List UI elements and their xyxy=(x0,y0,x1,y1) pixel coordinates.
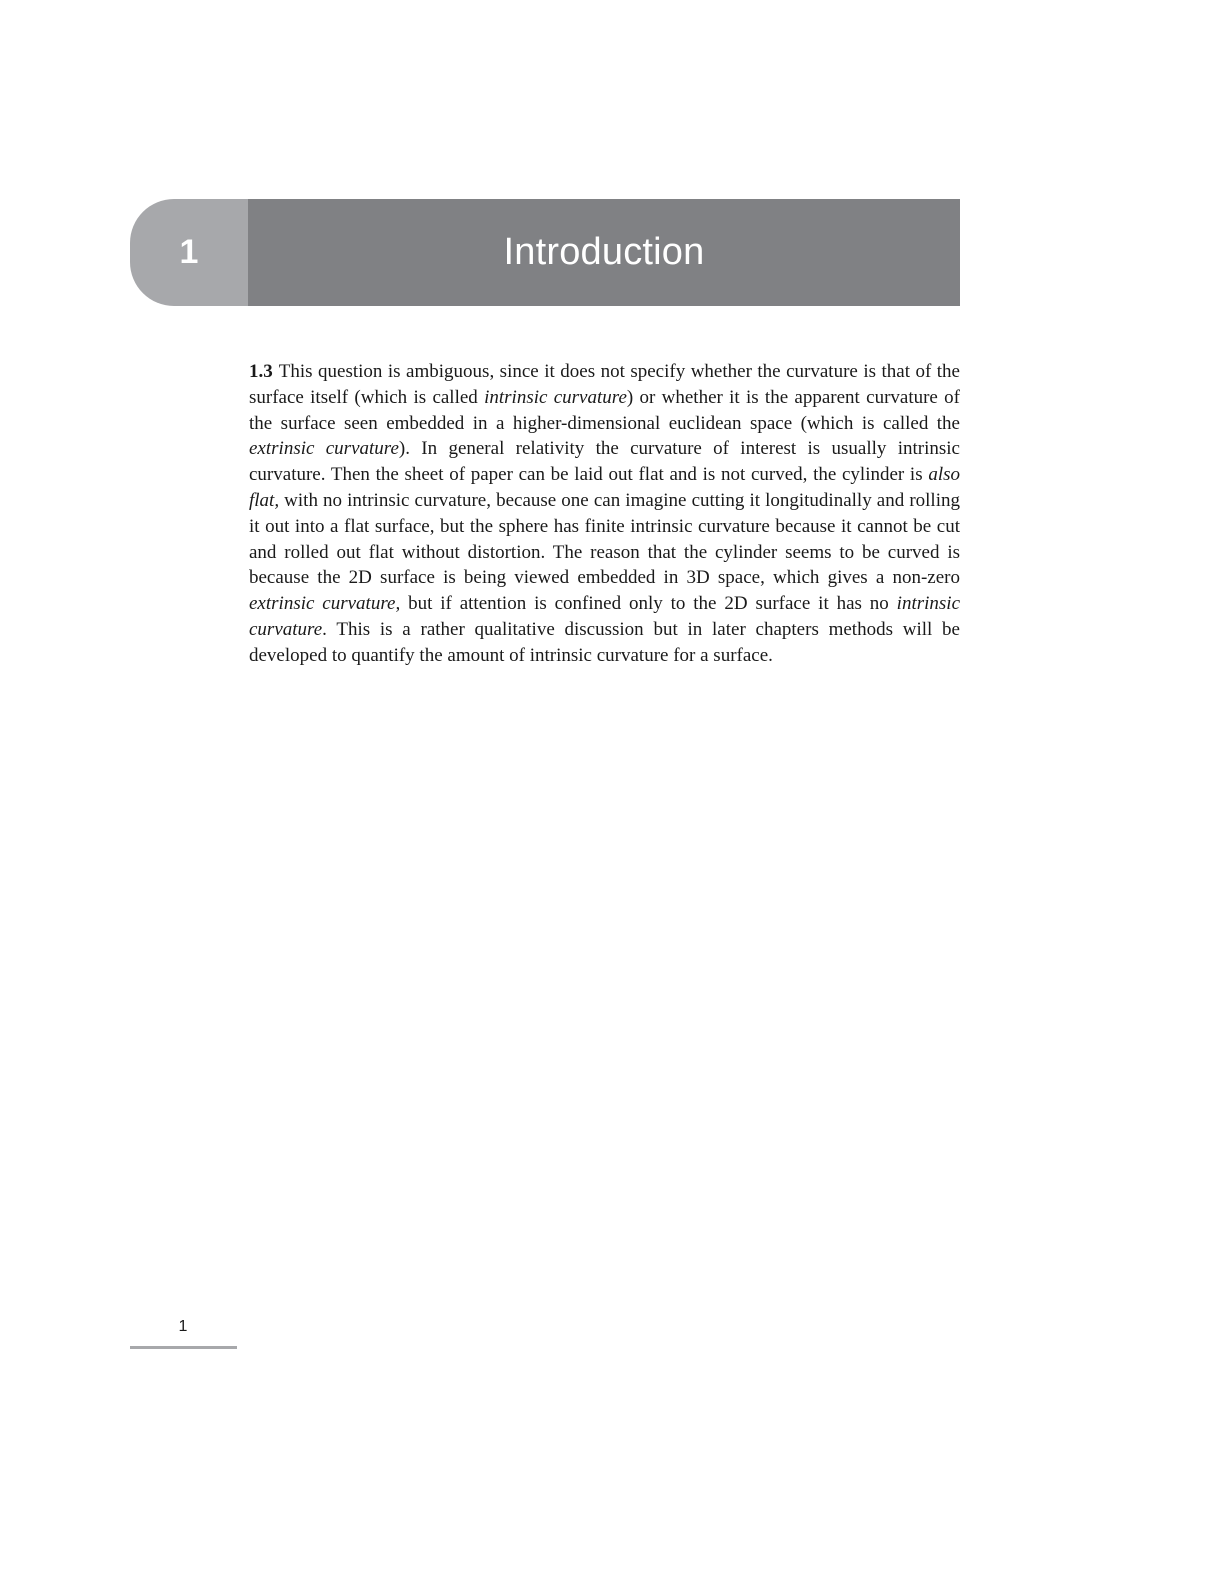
page-rule xyxy=(130,1346,237,1349)
text-segment: but if attention is confined only to the 2D surface it has no xyxy=(400,593,897,615)
text-segment: ). In general relativity the curvature of interest is usually intrinsic curvature. Then the sheet of paper can be laid out flat and is not curved, the cylinder is xyxy=(249,438,960,486)
term-extrinsic-curvature: extrinsic curvature xyxy=(249,438,399,460)
problem-number: 1.3 xyxy=(249,361,273,382)
term-intrinsic-curvature: intrinsic curvature xyxy=(484,386,627,408)
chapter-title: Introduction xyxy=(248,199,960,306)
problem-solution-paragraph xyxy=(249,359,960,669)
text-segment: ) or whether it is the apparent curvature of the surface seen embedded in a higher-dimensional euclidean space (which is called the xyxy=(249,386,960,434)
text-segment: . This is a rather qualitative discussion but in later chapters methods will be developed to quantify the amount of intrinsic curvature for a surface. xyxy=(249,618,960,666)
chapter-number: 1 xyxy=(130,199,248,306)
term-intrinsic-curvature: intrinsic curvature xyxy=(249,593,961,640)
page-number: 1 xyxy=(178,1318,188,1335)
chapter-header xyxy=(130,199,960,306)
text-segment: This question is ambiguous, since it does not specify whether the curvature is that of the surface itself (which is called xyxy=(249,361,960,408)
term-also-flat: also flat, xyxy=(249,464,960,511)
text-segment: with no intrinsic curvature, because one can imagine cutting it longitudinally and rolling it out into a flat surface, but the sphere has finite intrinsic curvature because it cannot be cut and rolled out flat without distortion. The reason that the cylinder seems to be curved is because the 2D surface is being viewed embedded in 3D space, which gives a non-zero xyxy=(249,489,960,589)
term-extrinsic-curvature: extrinsic curvature, xyxy=(249,593,401,615)
page-footer xyxy=(130,1318,237,1349)
